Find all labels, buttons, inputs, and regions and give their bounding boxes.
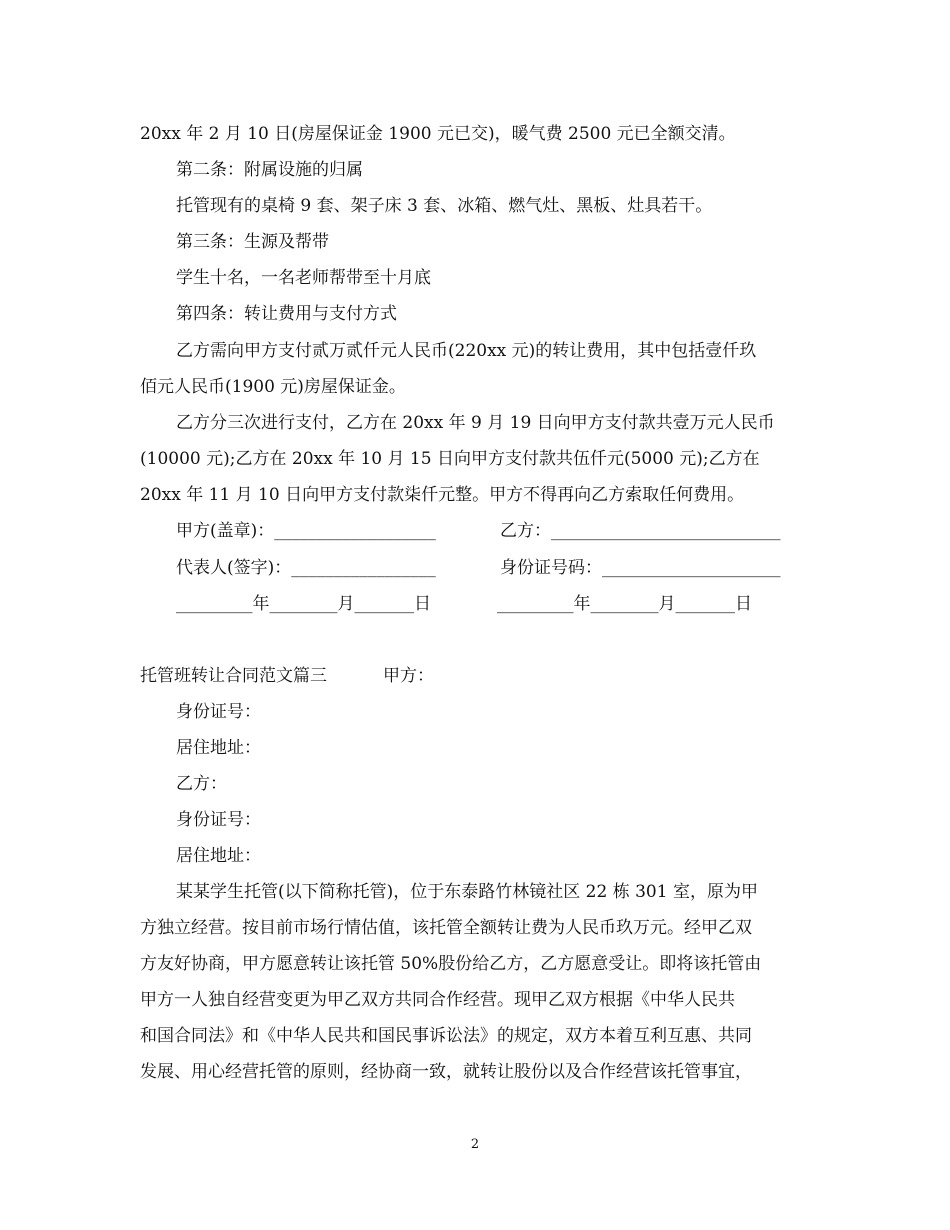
article-2-body: 托管现有的桌椅 9 套、架子床 3 套、冰箱、燃气灶、黑板、灶具若干。 bbox=[176, 196, 713, 216]
party-a-address-label: 居住地址： bbox=[176, 738, 261, 758]
party-b-field: 乙方：___________________________ bbox=[500, 521, 781, 541]
party-b-id-label: 身份证号： bbox=[176, 810, 261, 830]
fee-paragraph-line-2: 佰元人民币(1900 元)房屋保证金。 bbox=[140, 377, 406, 397]
body-paragraph-line-6: 发展、用心经营托管的原则，经协商一致，就转让股份以及合作经营该托管事宜， bbox=[140, 1062, 752, 1082]
party-a-label: 甲方： bbox=[383, 666, 434, 686]
party-b-label: 乙方： bbox=[176, 774, 227, 794]
representative-signature-field: 代表人(签字)：_________________ bbox=[176, 558, 436, 578]
date-field-right: _________年________月_______日 bbox=[497, 594, 752, 614]
payment-status-line: 20xx 年 2 月 10 日(房屋保证金 1900 元已交)，暖气费 2500 元已全额交清。 bbox=[140, 124, 736, 144]
id-number-field: 身份证号码：_____________________ bbox=[500, 558, 781, 578]
article-3-body: 学生十名，一名老师帮带至十月底 bbox=[176, 268, 431, 288]
body-paragraph-line-5: 和国合同法》和《中华人民共和国民事诉讼法》的规定，双方本着互利互惠、共同 bbox=[140, 1026, 752, 1046]
article-2-title: 第二条：附属设施的归属 bbox=[176, 160, 363, 180]
article-3-title: 第三条：生源及帮带 bbox=[176, 232, 329, 252]
body-paragraph-line-4: 甲方一人独自经营变更为甲乙双方共同合作经营。现甲乙双方根据《中华人民共 bbox=[140, 990, 735, 1010]
payment-paragraph-line-3: 20xx 年 11 月 10 日向甲方支付款柒仟元整。甲方不得再向乙方索取任何费用。 bbox=[140, 485, 745, 505]
party-b-address-label: 居住地址： bbox=[176, 846, 261, 866]
page-number: 2 bbox=[470, 1137, 480, 1152]
section-heading: 托管班转让合同范文篇三 bbox=[140, 666, 327, 686]
party-a-seal-field: 甲方(盖章)：___________________ bbox=[176, 521, 436, 541]
party-a-id-label: 身份证号： bbox=[176, 702, 261, 722]
date-field-left: _________年________月_______日 bbox=[176, 594, 431, 614]
payment-paragraph-line-2: (10000 元);乙方在 20xx 年 10 月 15 日向甲方支付款共伍仟元(5000 元);乙方在 bbox=[140, 449, 760, 469]
body-paragraph-line-2: 方独立经营。按目前市场行情估值，该托管全额转让费为人民币玖万元。经甲乙双 bbox=[140, 918, 752, 938]
body-paragraph-line-1: 某某学生托管(以下简称托管)，位于东泰路竹林镜社区 22 栋 301 室，原为甲 bbox=[176, 882, 758, 902]
body-paragraph-line-3: 方友好协商，甲方愿意转让该托管 50%股份给乙方，乙方愿意受让。即将该托管由 bbox=[140, 954, 762, 974]
fee-paragraph-line-1: 乙方需向甲方支付贰万贰仟元人民币(220xx 元)的转让费用，其中包括壹仟玖 bbox=[176, 341, 757, 361]
article-4-title: 第四条：转让费用与支付方式 bbox=[176, 304, 397, 324]
payment-paragraph-line-1: 乙方分三次进行支付，乙方在 20xx 年 9 月 19 日向甲方支付款共壹万元人民币 bbox=[176, 413, 775, 433]
